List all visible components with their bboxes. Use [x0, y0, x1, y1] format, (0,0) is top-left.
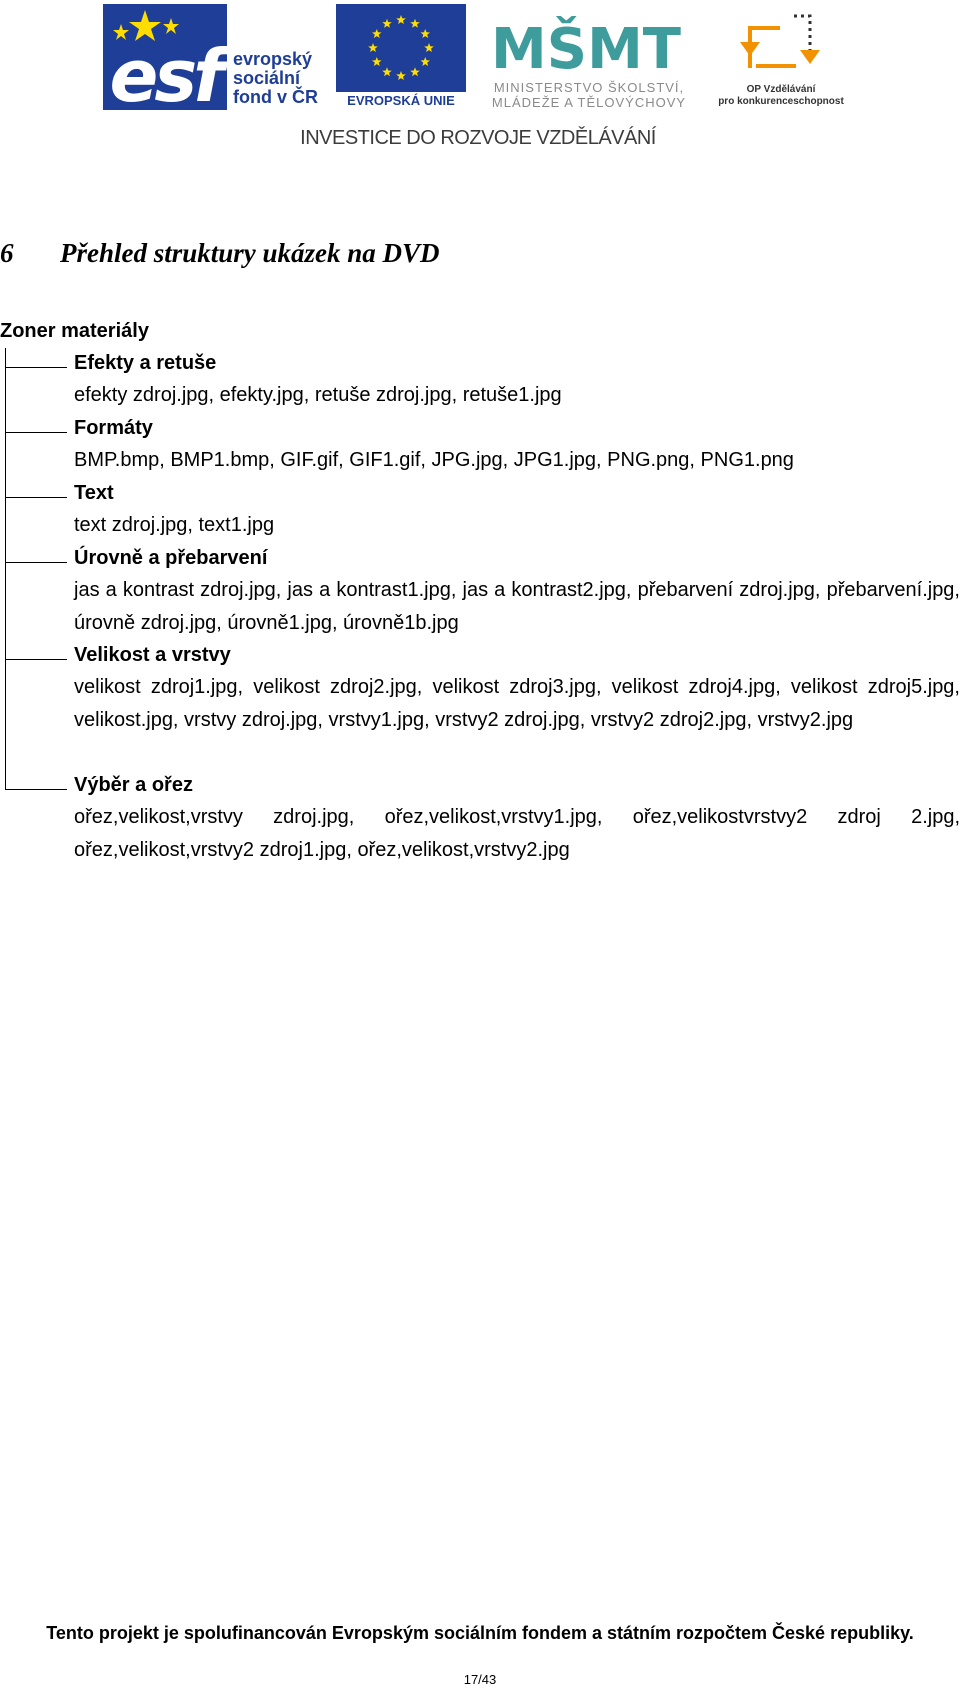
msmt-logo-icon [491, 2, 681, 82]
page-number: 17/43 [463, 1672, 497, 1687]
tree-branch-line [5, 367, 67, 368]
eu-star-icon [410, 19, 420, 28]
op-text [706, 84, 856, 108]
tree-trunk-line [5, 348, 6, 789]
folder-files: jas a kontrast zdroj.jpg, jas a kontrast1.jpg, jas a kontrast2.jpg, přebarvení zdroj.jpg, přebarvení.jpg, úrovně zdroj.jpg, úrovně1.jpg, úrovně1b.jpg [74, 579, 960, 634]
tree-branch-line [5, 659, 67, 660]
eu-flag [336, 4, 466, 92]
esf-logo [103, 4, 227, 118]
folder-files: BMP.bmp, BMP1.bmp, GIF.gif, GIF1.gif, JPG.jpg, JPG1.jpg, PNG.png, PNG1.png [74, 449, 794, 471]
folder-label: Úrovně a přebarvení [74, 547, 268, 569]
eu-star-icon [424, 43, 434, 52]
tree-root: Zoner materiály [0, 320, 149, 342]
folder-label: Formáty [74, 417, 153, 439]
esf-letters: esf [109, 34, 221, 118]
tree-branch-line [5, 497, 67, 498]
tree-branch-line [5, 432, 67, 433]
eu-star-icon [421, 29, 431, 38]
op-logo-icon [736, 2, 826, 82]
section-title: Přehled struktury ukázek na DVD [60, 238, 440, 268]
eu-star-icon [410, 67, 420, 76]
msmt-text [476, 80, 702, 110]
op-text-line: OP Vzdělávání [746, 84, 816, 95]
investice-tagline: INVESTICE DO ROZVOJE VZDĚLÁVÁNÍ [300, 127, 656, 149]
esf-text-line: evropský [233, 49, 313, 69]
eu-stars-icon [336, 4, 466, 92]
footer-funding-note: Tento projekt je spolufinancován Evropským sociálním fondem a státním rozpočtem České republiky. [46, 1623, 914, 1643]
eu-star-icon [396, 71, 406, 80]
folder-files: velikost zdroj1.jpg, velikost zdroj2.jpg, velikost zdroj3.jpg, velikost zdroj4.jpg, velikost zdroj5.jpg, velikost.jpg, vrstvy zdroj.jpg, vrstvy1.jpg, vrstvy2 zdroj.jpg, vrstvy2 zdroj2.jpg, vrstvy2.jpg [74, 676, 960, 731]
eu-star-icon [396, 15, 406, 24]
folder-label: Text [74, 482, 114, 504]
folder-files: efekty zdroj.jpg, efekty.jpg, retuše zdroj.jpg, retuše1.jpg [74, 384, 562, 406]
folder-files: text zdroj.jpg, text1.jpg [74, 514, 275, 536]
msmt-text-line: MLÁDEŽE A TĚLOVÝCHOVY [491, 95, 687, 110]
esf-text-line: fond v ČR [233, 87, 318, 107]
msmt-text-line: MINISTERSTVO ŠKOLSTVÍ, [493, 80, 685, 95]
eu-star-icon [382, 67, 392, 76]
section-number: 6 [0, 238, 14, 268]
eu-star-icon [372, 57, 382, 66]
eu-star-icon [372, 29, 382, 38]
op-text-line: pro konkurenceschopnost [718, 96, 844, 107]
esf-text-line: sociální [233, 68, 301, 88]
folder-label: Efekty a retuše [74, 352, 217, 374]
eu-star-icon [382, 19, 392, 28]
eu-star-icon [421, 57, 431, 66]
msmt-mark: MŠMT [491, 17, 681, 82]
folder-files: ořez,velikost,vrstvy zdroj.jpg, ořez,velikost,vrstvy1.jpg, ořez,velikostvrstvy2 zdroj 2.jpg, ořez,velikost,vrstvy2 zdroj1.jpg, ořez,velikost,vrstvy2.jpg [74, 806, 960, 861]
eu-text: EVROPSKÁ UNIE [347, 93, 455, 108]
folder-label: Velikost a vrstvy [74, 644, 231, 666]
tree-branch-line [5, 789, 67, 790]
tree-branch-line [5, 562, 67, 563]
esf-text [233, 50, 333, 107]
section-heading [0, 236, 440, 270]
eu-star-icon [368, 43, 378, 52]
folder-label: Výběr a ořez [74, 774, 193, 796]
header-logos [0, 0, 960, 160]
